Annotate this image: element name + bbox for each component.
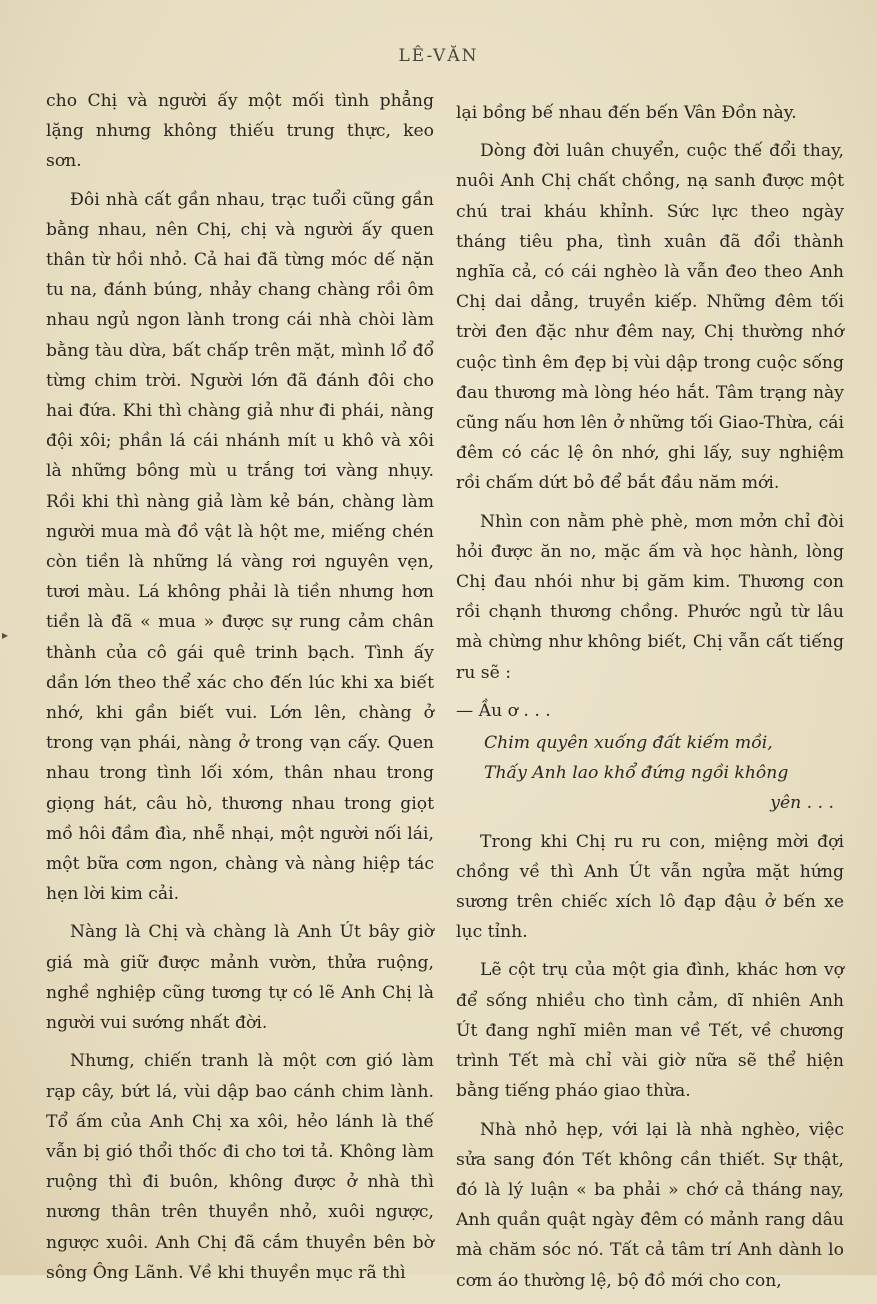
paragraph: Nàng là Chị và chàng là Anh Út bây giờ giá mà giữ được mảnh vườn, thửa ruộng, nghề nghiệp cũng tương tự có lẽ Anh Chị là người vui sướng nhất đời.	[46, 922, 434, 1034]
verse-line: yên . . .	[770, 793, 834, 814]
paragraph: Nhìn con nằm phè phè, mơn mởn chỉ đòi hỏi được ăn no, mặc ấm và học hành, lòng Chị đau nhói như bị găm kim. Thương con rồi chạnh thương chồng. Phước ngủ từ lâu mà chừng như không biết, Chị vẫn cất tiếng ru sẽ :	[456, 511, 844, 683]
paragraph: Trong khi Chị ru ru con, miệng mời đợi chồng về thì Anh Út vẫn ngửa mặt hứng sương trên chiếc xích lô đạp đậu ở bến xe lục tỉnh.	[456, 831, 844, 943]
paragraph: lại bồng bế nhau đến bến Vân Đồn này.	[456, 103, 797, 123]
running-header: LÊ-VĂN	[398, 46, 479, 66]
verse-line: Thấy Anh lao khổ đứng ngồi không	[484, 763, 789, 784]
paragraph: Đôi nhà cất gần nhau, trạc tuổi cũng gần bằng nhau, nên Chị, chị và người ấy quen thân từ hồi nhỏ. Cả hai đã từng móc dế nặn tu na, đánh búng, nhảy chang chàng rồi ôm nhau ngủ ngon lành trong cái nhà chòi làm bằng tàu dừa, bất chấp trên mặt, mình lổ đổ từng chim trời. Người lớn đã đánh đôi cho hai đứa. Khi thì chàng giả như đi phái, nàng đội xôi; phần lá cái nhánh mít u khô và xôi là những bông mù u trắng tơi vàng nhụy. Rồi khi thì nàng giả làm kẻ bán, chàng làm người mua mà đồ vật là hột me, miếng chén còn tiền là những lá vàng rơi nguyên vẹn, tươi màu. Lá không phải là tiền nhưng hơn tiền là đã « mua » được sự rung cảm chân thành của cô gái quê trinh bạch. Tình ấy dần lớn theo thể xác cho đến lúc khi xa biết nhớ, khi gần biết vui. Lớn lên, chàng ở trong vạn phái, nàng ở trong vạn cấy. Quen nhau trong tình lối xóm, thân nhau trong giọng hát, câu hò, thương nhau trong giọt mồ hôi đầm đìa, nhễ nhại, một người nối lái, một bữa cơm ngon, chàng và nàng hiệp tác hẹn lời kim cải.	[46, 189, 434, 905]
lullaby-opening: — Ầu ơ . . .	[456, 700, 551, 721]
verse-line: Chim quyên xuống đất kiếm mồi,	[484, 733, 773, 754]
left-column	[46, 86, 434, 1296]
margin-mark: ▸	[2, 628, 9, 642]
right-column	[456, 98, 844, 1304]
paragraph: Dòng đời luân chuyển, cuộc thế đổi thay, nuôi Anh Chị chất chồng, nạ sanh được một chú trai kháu khỉnh. Sức lực theo ngày tháng tiêu pha, tình xuân đã đổi thành nghĩa cả, có cái nghèo là vẫn đeo theo Anh Chị dai dẳng, truyền kiếp. Những đêm tối trời đen đặc như đêm nay, Chị thường nhớ cuộc tình êm đẹp bị vùi dập trong cuộc sống đau thương mà lòng héo hắt. Tâm trạng này cũng nấu hơn lên ở những tối Giao-Thừa, cái đêm có các lệ ôn nhớ, ghi lấy, suy nghiệm rồi chấm dứt bỏ để bắt đầu năm mới.	[456, 141, 844, 494]
paragraph: cho Chị và người ấy một mối tình phẳng lặng nhưng không thiếu trung thực, keo sơn.	[46, 91, 434, 172]
paragraph: Lẽ cột trụ của một gia đình, khác hơn vợ để sống nhiều cho tình cảm, dĩ nhiên Anh Út đang nghĩ miên man về Tết, về chương trình Tết mà chỉ vài giờ nữa sẽ thể hiện bằng tiếng pháo giao thừa.	[456, 960, 844, 1102]
paragraph: Nhưng, chiến tranh là một cơn gió làm rạp cây, bứt lá, vùi dập bao cánh chim lành. Tổ ấm của Anh Chị xa xôi, hẻo lánh là thế vẫn bị gió thổi thốc đi cho tơi tả. Không làm ruộng thì đi buôn, không được ở nhà thì nương thân trên thuyền nhỏ, xuôi ngược, ngược xuôi. Anh Chị đã cắm thuyền bên bờ sông Ông Lãnh. Về khi thuyền mục rã thì	[46, 1051, 434, 1283]
paragraph: Nhà nhỏ hẹp, với lại là nhà nghèo, việc sửa sang đón Tết không cần thiết. Sự thật, đó là lý luận « ba phải » chớ cả tháng nay, Anh quần quật ngày đêm có mảnh rang dâu mà chăm sóc nó. Tất cả tâm trí Anh dành lo cơm áo thường lệ, bộ đồ mới cho con,	[456, 1119, 844, 1291]
